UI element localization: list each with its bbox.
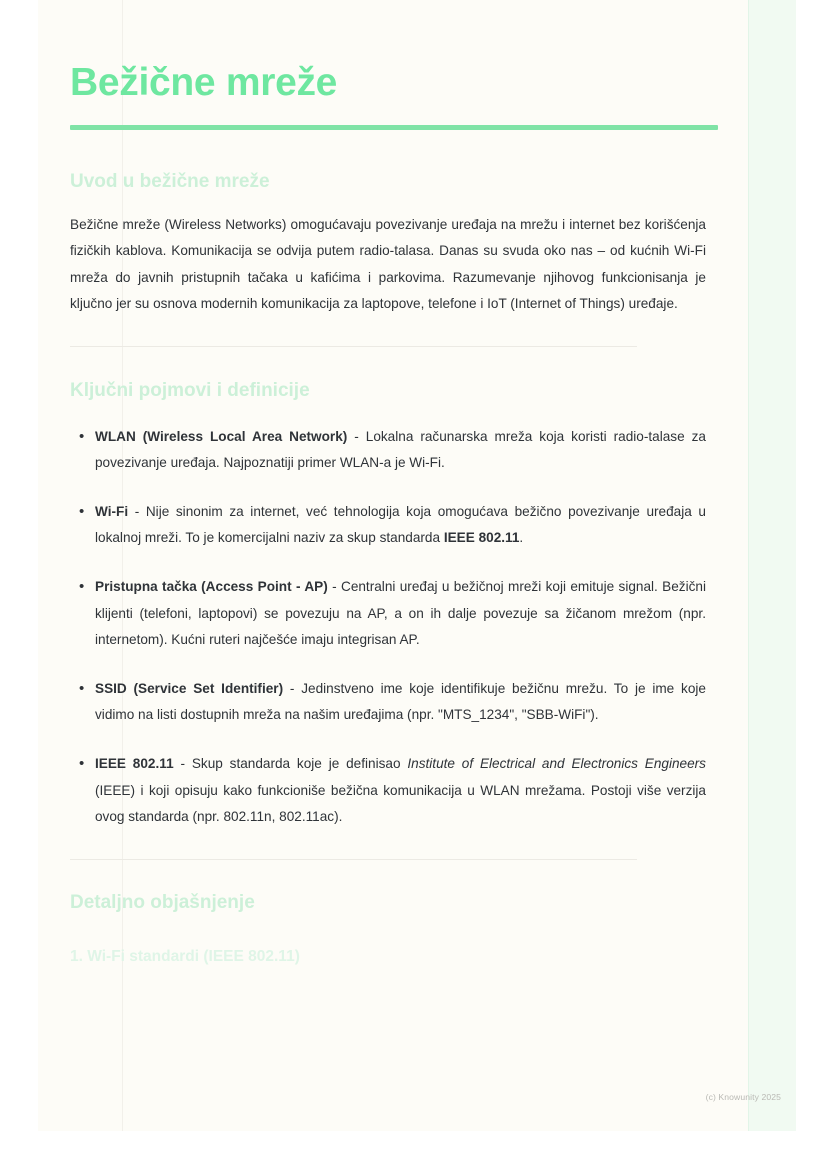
term-label: Wi-Fi — [95, 503, 129, 519]
intro-paragraph: Bežične mreže (Wireless Networks) omogućavaju povezivanje uređaja na mrežu i internet bez korišćenja fizičkih kablova. Komunikacija se odvija putem radio-talasa. Danas su svuda oko nas – od kućnih Wi-Fi mreža do javnih pristupnih tačaka u kafićima i parkovima. Razumevanje njihovog funkcionisanja je ključno jer su osnova modernih komunikacija za laptopove, telefone i IoT (Internet of Things) uređaje. — [70, 216, 706, 312]
term-body: Jedinstveno ime koje identifikuje bežičnu mrežu. To je ime koje vidimo na listi dostupnih mreža na našim uređajima (npr. "MTS_1234", "SBB-WiFi"). — [95, 680, 706, 723]
list-item — [70, 424, 706, 477]
section-heading-detailed: Detaljno objašnjenje — [70, 891, 255, 913]
term-separator: - — [173, 755, 192, 771]
list-item — [70, 574, 706, 654]
term-body: Skup standarda koje je definisao — [191, 755, 408, 771]
term-separator: - — [128, 503, 146, 519]
list-item — [70, 676, 706, 729]
term-separator: - — [283, 680, 302, 696]
key-terms-list — [70, 424, 706, 831]
term-label: Pristupna tačka (Access Point - AP) — [95, 579, 328, 595]
page-title: Bežične mreže — [70, 61, 338, 104]
term-label: WLAN (Wireless Local Area Network) — [95, 428, 348, 444]
term-label: IEEE 802.11 — [95, 755, 174, 771]
term-body: Nije sinonim za internet, već tehnologija koja omogućava bežično povezivanje uređaja u lokalnoj mreži. To je komercijalni naziv za skup standarda — [95, 503, 706, 546]
term-body-tail: . — [519, 530, 524, 546]
list-item — [70, 499, 706, 552]
footer-copyright: (c) Knowunity 2025 — [705, 1092, 781, 1102]
term-body-tail: (IEEE) i koji opisuju kako funkcioniše bežična komunikacija u WLAN mrežama. Postoji više verzija ovog standarda (npr. 802.11n, 802.11ac). — [95, 782, 706, 825]
term-body: Centralni uređaj u bežičnoj mreži koji emituje signal. Bežični klijenti (telefoni, laptopovi) se povezuju na AP, a on ih dalje povezuje sa žičanom mrežom (npr. internetom). Kućni ruteri najčešće imaju integrisan AP. — [95, 579, 706, 648]
section-divider-1 — [70, 346, 637, 347]
section-heading-intro: Uvod u bežične mreže — [70, 170, 270, 192]
term-separator: - — [347, 428, 366, 444]
document-page — [38, 0, 795, 1131]
term-body-bold-tail: IEEE 802.11 — [443, 530, 520, 546]
page-edge-strip — [748, 0, 796, 1131]
term-body: Lokalna računarska mreža koja koristi radio-talase za povezivanje uređaja. Najpoznatiji primer WLAN-a je Wi-Fi. — [95, 428, 706, 471]
list-item — [70, 751, 706, 831]
title-underline-rule — [70, 125, 718, 130]
term-label: SSID (Service Set Identifier) — [95, 680, 284, 696]
section-heading-key-terms: Ključni pojmovi i definicije — [70, 379, 310, 401]
document-content — [38, 0, 748, 1131]
subsection-heading-wifi-standards: 1. Wi-Fi standardi (IEEE 802.11) — [70, 948, 300, 966]
term-body-italic: Institute of Electrical and Electronics Engineers — [407, 755, 706, 771]
section-divider-2 — [70, 859, 637, 860]
term-separator: - — [327, 579, 341, 595]
